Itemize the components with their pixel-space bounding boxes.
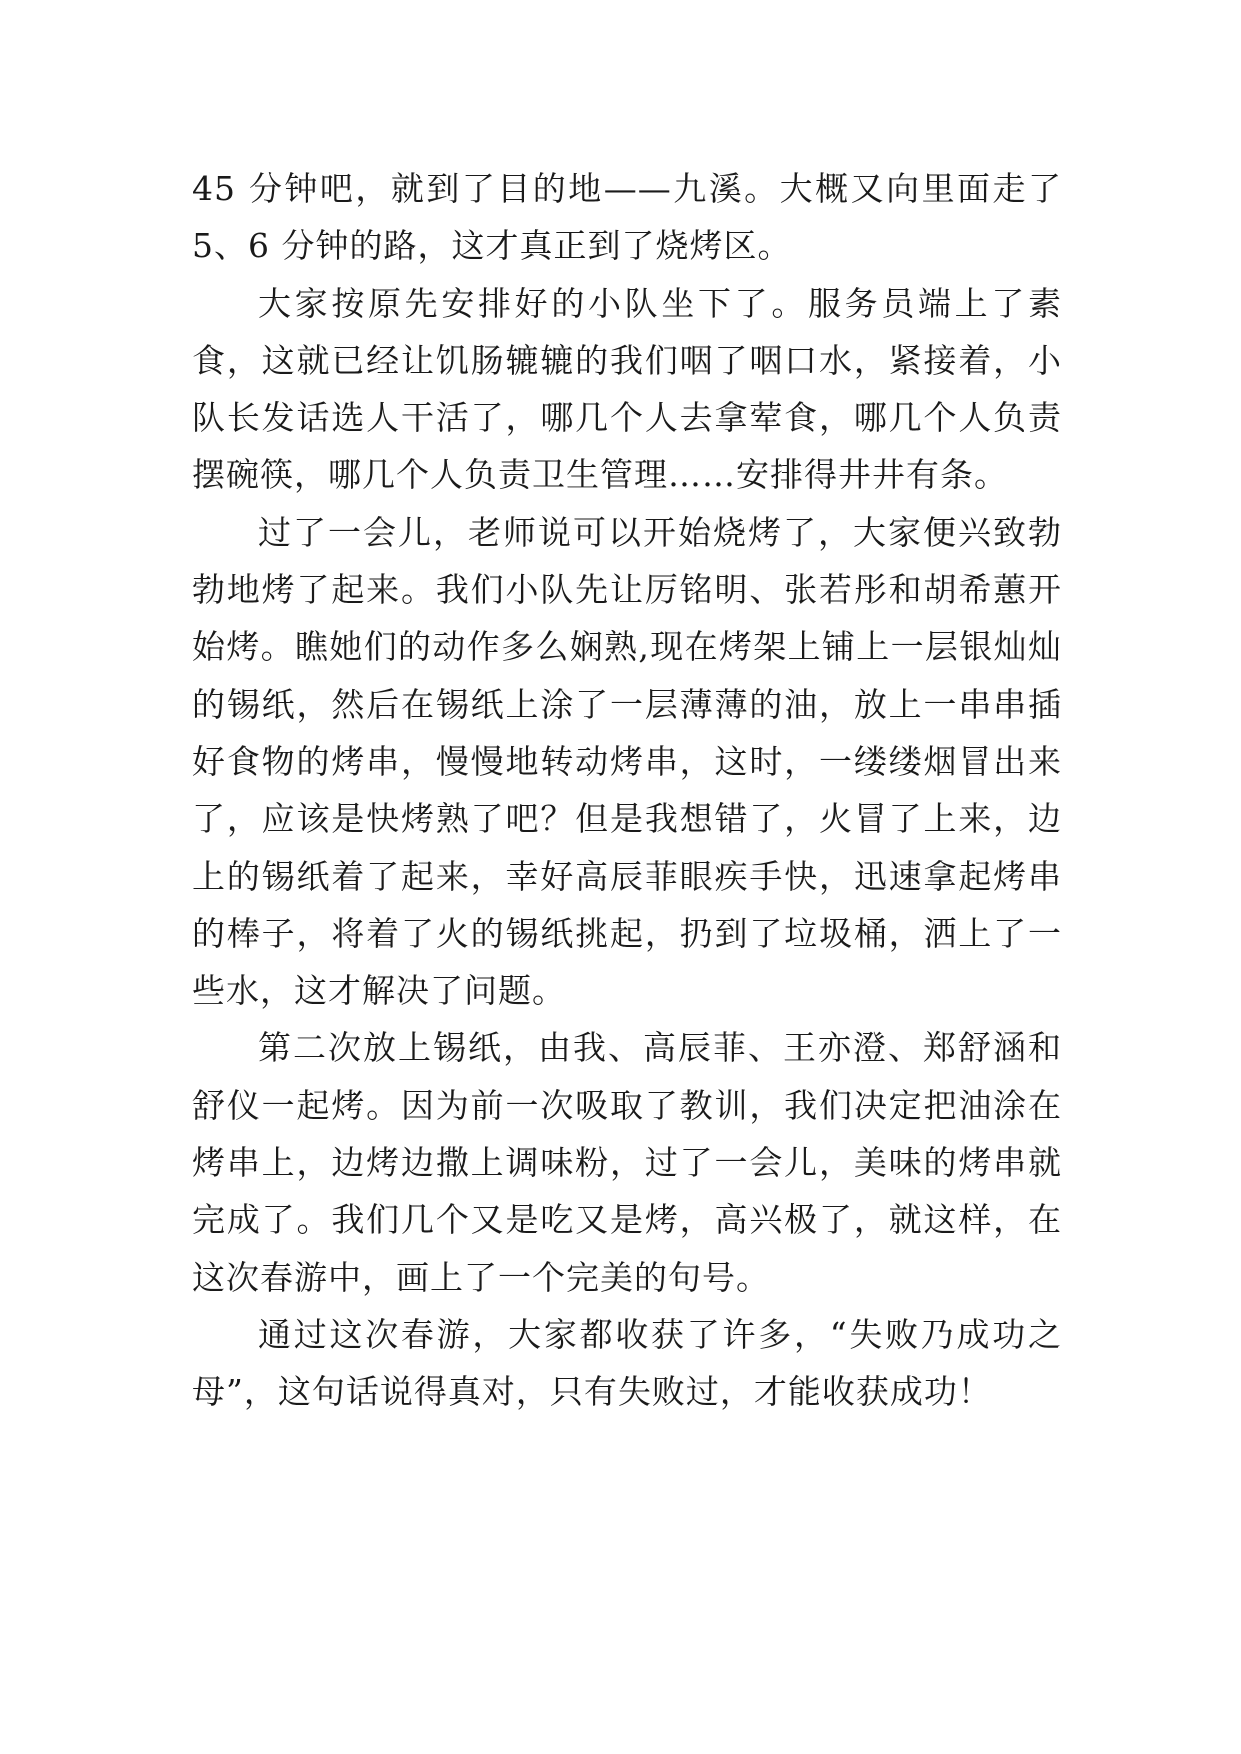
paragraph-second-grilling: 第二次放上锡纸，由我、高辰菲、王亦澄、郑舒涵和舒仪一起烤。因为前一次吸取了教训，我们决定把油涂在烤串上，边烤边撒上调味粉，过了一会儿，美味的烤串就完成了。我们几个又是吃又是烤，高兴极了，就这样，在这次春游中，画上了一个完美的句号。 [192,1028,1062,1297]
paragraph-seating: 大家按原先安排好的小队坐下了。服务员端上了素食，这就已经让饥肠辘辘的我们咽了咽口水，紧接着，小队长发话选人干活了，哪几个人去拿荤食，哪几个人负责摆碗筷，哪几个人负责卫生管理……安排得井井有条。 [192,283,1062,495]
paragraph-conclusion: 通过这次春游，大家都收获了许多，“失败乃成功之母”，这句话说得真对，只有失败过，才能收获成功！ [192,1314,1062,1412]
paragraph-continued: 45 分钟吧，就到了目的地——九溪。大概又向里面走了 5、6 分钟的路，这才真正到了烧烤区。 [192,169,1062,266]
paragraph-first-grilling: 过了一会儿，老师说可以开始烧烤了，大家便兴致勃勃地烤了起来。我们小队先让厉铭明、张若彤和胡希蕙开始烤。瞧她们的动作多么娴熟,现在烤架上铺上一层银灿灿的锡纸，然后在锡纸上涂了一层薄薄的油，放上一串串插好食物的烤串，慢慢地转动烤串，这时，一缕缕烟冒出来了，应该是快烤熟了吧？但是我想错了，火冒了上来，边上的锡纸着了起来，幸好高辰菲眼疾手快，迅速拿起烤串的棒子，将着了火的锡纸挑起，扔到了垃圾桶，洒上了一些水，这才解决了问题。 [192,512,1062,1011]
essay-body [192,160,1062,1421]
